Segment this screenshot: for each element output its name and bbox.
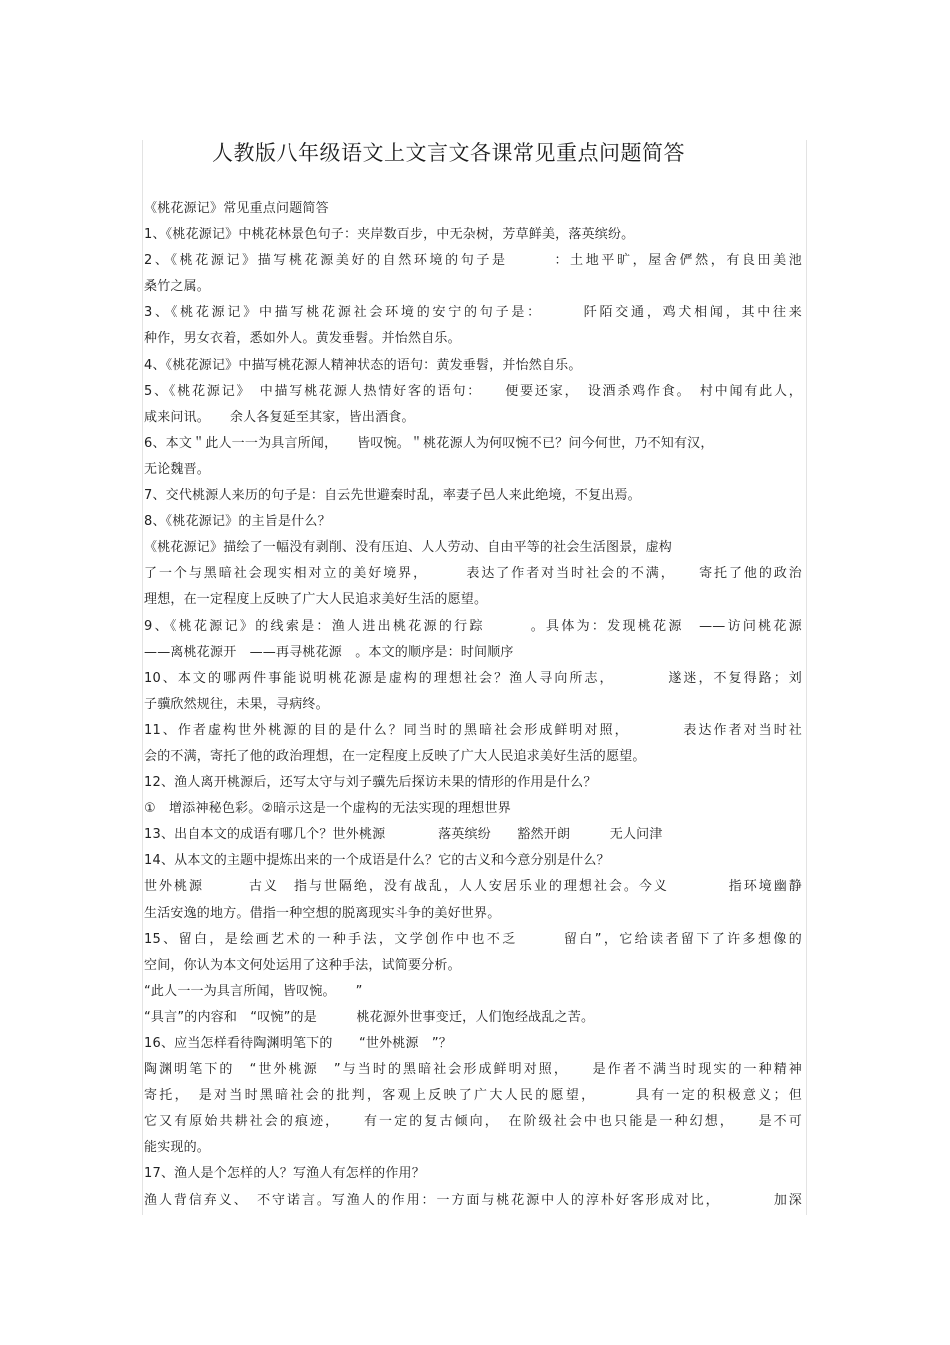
text-line: 陶渊明笔下的 “世外桃源 ”与当时的黑暗社会形成鲜明对照， 是作者不满当时现实的一种精神: [144, 1062, 802, 1078]
text-line: 寄托， 是对当时黑暗社会的批判，客观上反映了广大人民的愿望， 具有一定的积极意义；但: [144, 1088, 802, 1104]
text-line: ① 增添神秘色彩。②暗示这是一个虚构的无法实现的理想世界: [144, 801, 511, 817]
text-line: 种作，男女衣着，悉如外人。黄发垂髫。并怡然自乐。: [144, 331, 461, 347]
text-line: 桑竹之属。: [144, 279, 211, 295]
text-line: 世外桃源 古义 指与世隔绝，没有战乱，人人安居乐业的理想社会。今义 指环境幽静: [144, 879, 802, 895]
text-line: 5、《桃花源记》 中描写桃花源人热情好客的语句： 便要还家， 设酒杀鸡作食。 村中闻有此人，: [144, 383, 802, 399]
text-line: 子骥欣然规往，未果，寻病终。: [144, 696, 329, 712]
text-line: 9、《桃花源记》的线索是：渔人进出桃花源的行踪 。具体为：发现桃花源 ——访问桃花源: [144, 618, 802, 634]
text-line: 会的不满，寄托了他的政治理想，在一定程度上反映了广大人民追求美好生活的愿望。: [144, 748, 646, 764]
text-line: 17、渔人是个怎样的人？写渔人有怎样的作用？: [144, 1166, 425, 1182]
text-line: 咸来问讯。 余人各复延至其家，皆出酒食。: [144, 409, 415, 425]
text-line: 16、应当怎样看待陶渊明笔下的 “世外桃源 ”？: [144, 1036, 453, 1051]
text-line: 11、作者虚构世外桃源的目的是什么？同当时的黑暗社会形成鲜明对照， 表达作者对当时社: [144, 722, 802, 738]
page-border-left: [142, 140, 143, 1215]
text-line: 7、交代桃源人来历的句子是：自云先世避秦时乱，率妻子邑人来此绝境，不复出焉。: [144, 488, 641, 504]
text-line: 10、本文的哪两件事能说明桃花源是虚构的理想社会？渔人寻向所志， 遂迷，不复得路；刘: [144, 670, 802, 686]
text-line: 13、出自本文的成语有哪几个？世外桃源 落英缤纷 豁然开朗 无人问津: [144, 827, 663, 843]
text-line: 无论魏晋。: [144, 461, 211, 477]
text-line: 3、《桃花源记》中描写桃花源社会环境的安宁的句子是： 阡陌交通，鸡犬相闻，其中往来: [144, 305, 802, 321]
text-line: 15、留白，是绘画艺术的一种手法，文学创作中也不乏 留白”，它给读者留下了许多想像的: [144, 931, 802, 947]
text-line: “此人一一为具言所闻，皆叹惋。 ”: [144, 983, 363, 999]
text-line: 14、从本文的主题中提炼出来的一个成语是什么？它的古义和今意分别是什么？: [144, 853, 610, 869]
text-line: 8、《桃花源记》的主旨是什么？: [144, 514, 331, 530]
text-line: 渔人背信弃义、 不守诺言。写渔人的作用：一方面与桃花源中人的淳朴好客形成对比， 加深: [144, 1192, 802, 1208]
text-line: 理想，在一定程度上反映了广大人民追求美好生活的愿望。: [144, 592, 488, 608]
text-line: 《桃花源记》描绘了一幅没有剥削、没有压迫、人人劳动、自由平等的社会生活图景，虚构: [144, 540, 673, 556]
text-line: 它又有原始共耕社会的痕迹， 有一定的复古倾向， 在阶级社会中也只能是一种幻想， 是不可: [144, 1114, 802, 1130]
text-line: 12、渔人离开桃源后，还写太守与刘子骥先后探访未果的情形的作用是什么？: [144, 775, 597, 791]
text-line: 《桃花源记》常见重点问题简答: [144, 201, 329, 216]
text-line: 了一个与黑暗社会现实相对立的美好境界， 表达了作者对当时社会的不满， 寄托了他的政治: [144, 566, 802, 582]
text-line: ——离桃花源开 ——再寻桃花源 。本文的顺序是：时间顺序: [144, 644, 514, 660]
text-line: “具言”的内容和 “叹惋”的是 桃花源外世事变迁，人们饱经战乱之苦。: [144, 1009, 595, 1025]
document-body: [144, 138, 802, 1214]
text-line: 4、《桃花源记》中描写桃花源人精神状态的语句：黄发垂髫，并怡然自乐。: [144, 357, 582, 373]
paragraph-lines: [144, 196, 802, 1214]
text-line: 6、本文＂此人一一为具言所闻， 皆叹惋。＂桃花源人为何叹惋不已？问今何世，乃不知有汉，: [144, 435, 714, 451]
text-line: 1、《桃花源记》中桃花林景色句子：夹岸数百步，中无杂树，芳草鲜美，落英缤纷。: [144, 227, 635, 243]
text-line: 空间，你认为本文何处运用了这种手法，试简要分析。: [144, 957, 461, 973]
page-border-right: [806, 140, 807, 1215]
document-title: 人教版八年级语文上文言文各课常见重点问题简答: [212, 141, 685, 165]
text-line: 能实现的。: [144, 1140, 211, 1156]
text-line: 生活安逸的地方。借指一种空想的脱离现实斗争的美好世界。: [144, 905, 501, 921]
text-line: 2、《桃花源记》描写桃花源美好的自然环境的句子是 ：土地平旷，屋舍俨然，有良田美池: [144, 253, 802, 269]
